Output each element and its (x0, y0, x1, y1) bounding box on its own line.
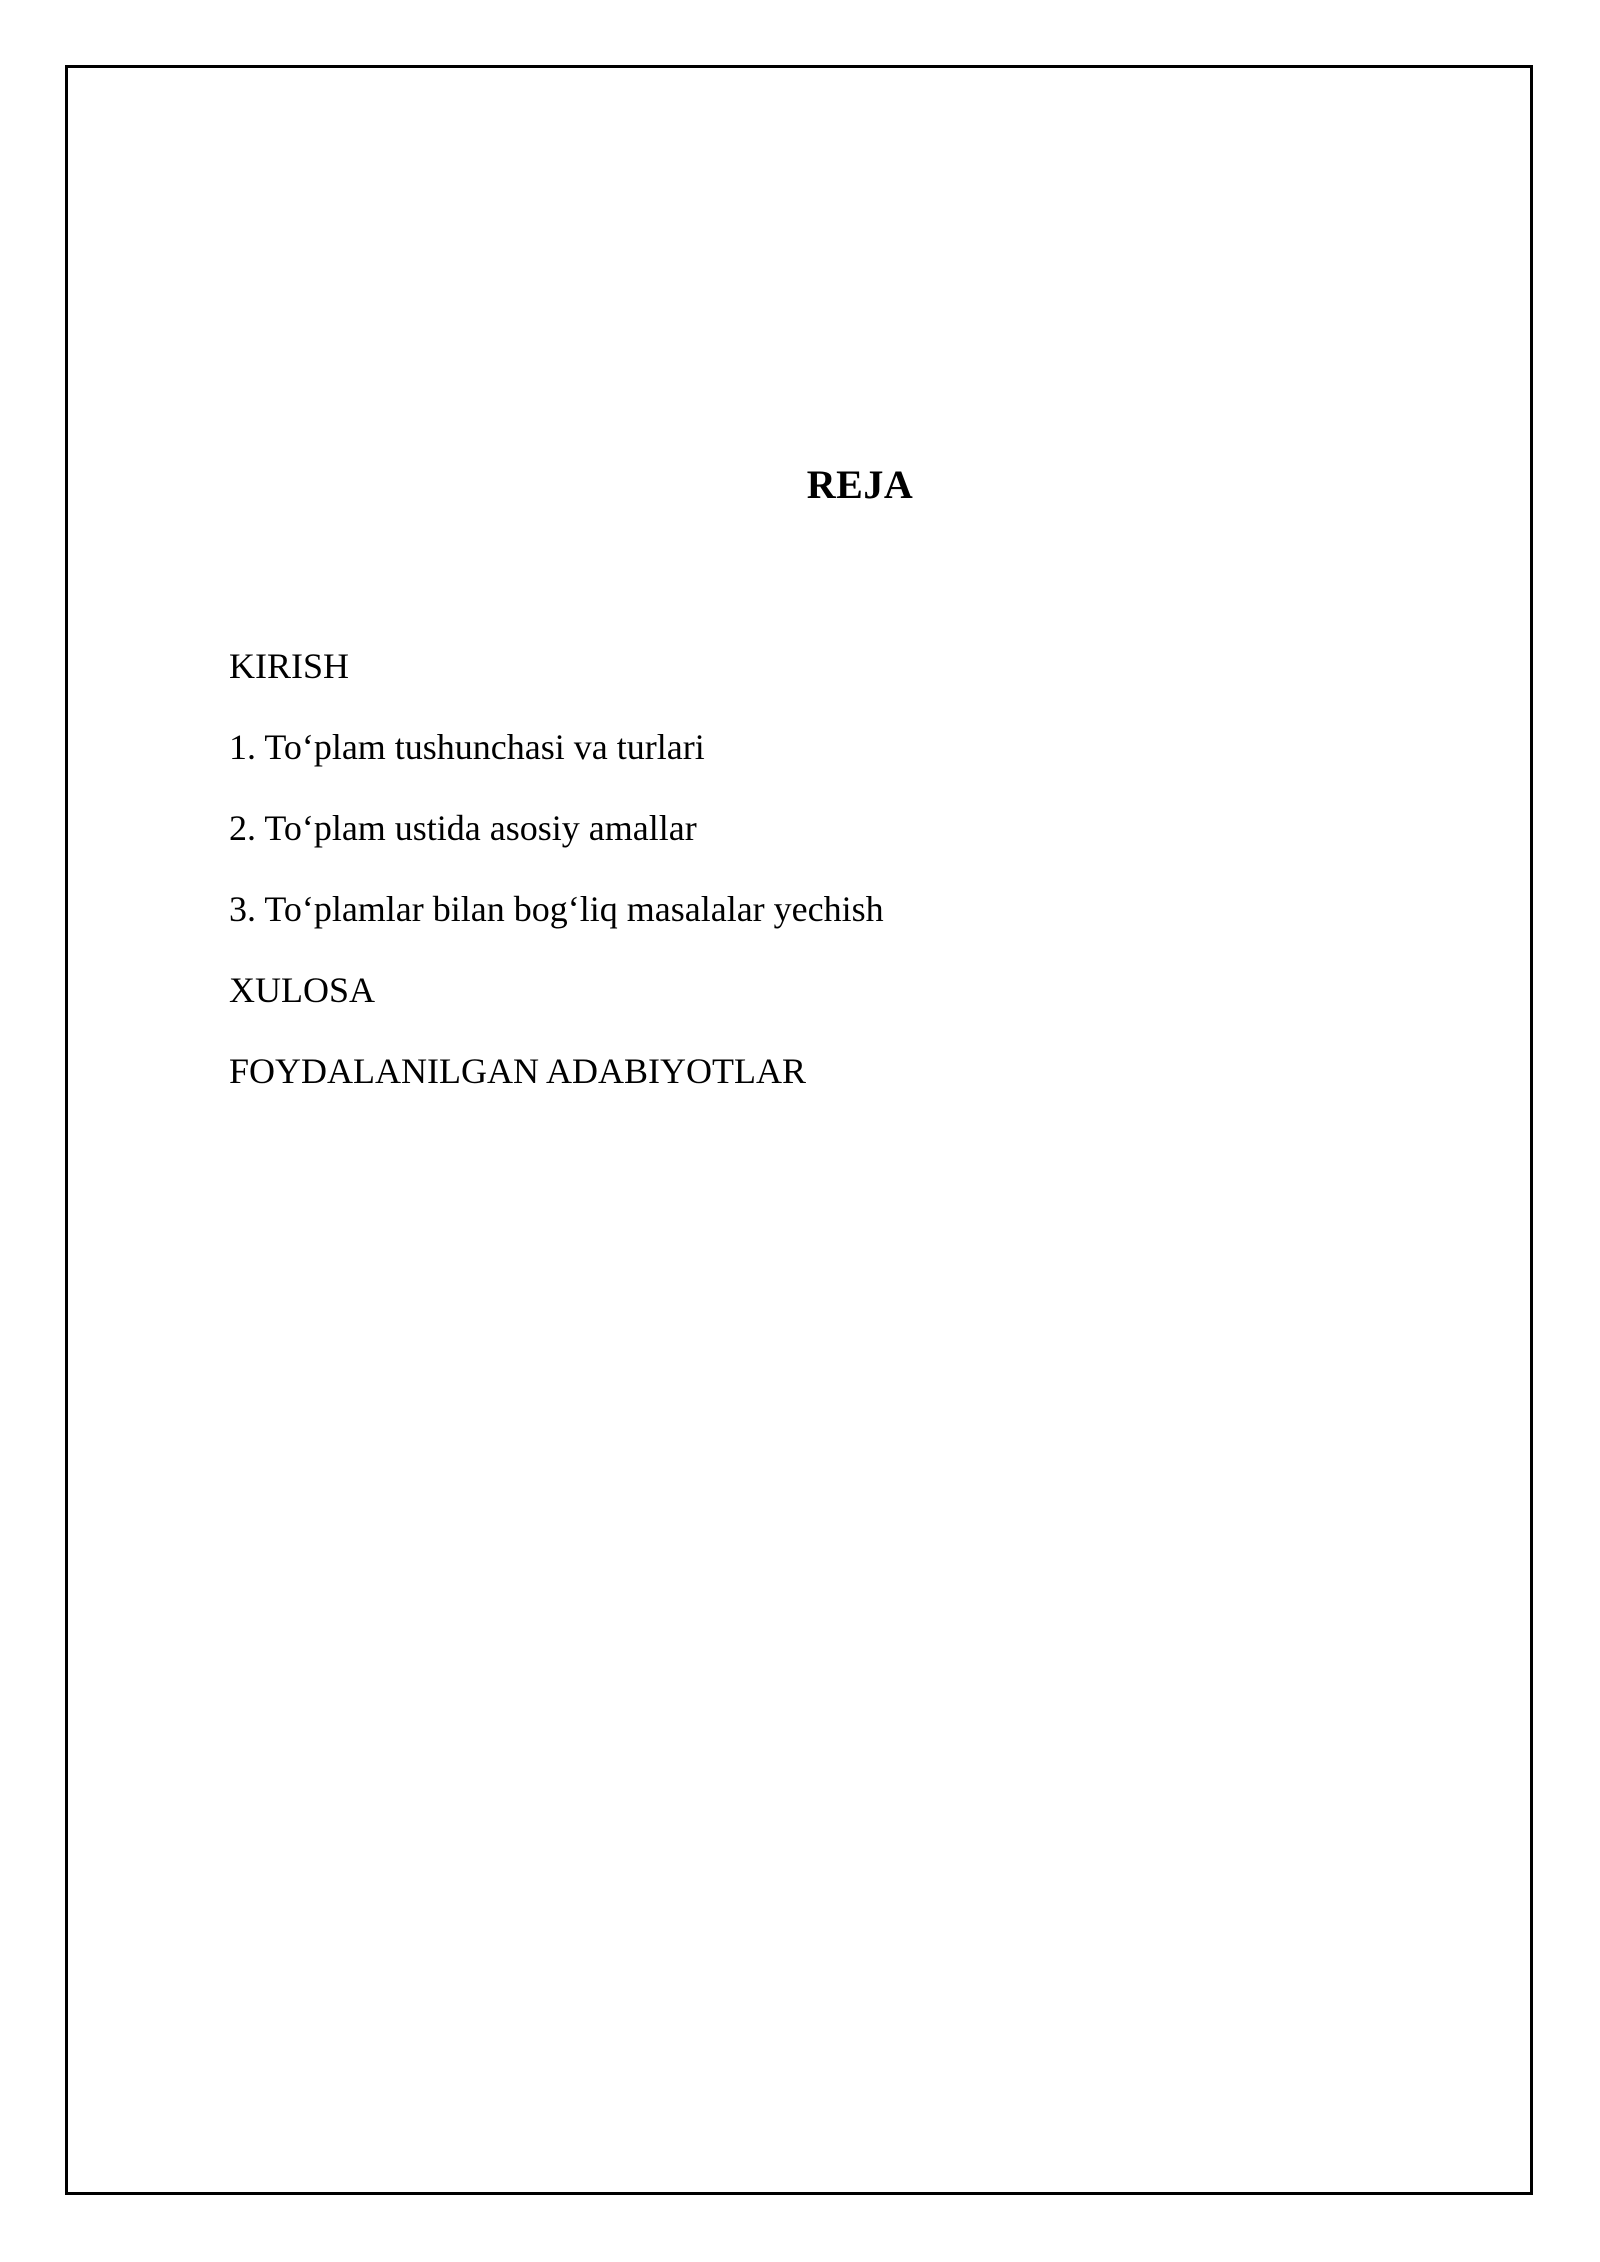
plan-item-conclusion: XULOSA (229, 970, 376, 1010)
plan-item-references: FOYDALANILGAN ADABIYOTLAR (229, 1051, 806, 1091)
plan-item-1: 1. To‘plam tushunchasi va turlari (229, 727, 705, 767)
page-title: REJA (806, 462, 914, 507)
plan-list (229, 644, 884, 1130)
plan-item-introduction: KIRISH (229, 646, 350, 686)
plan-item-2: 2. To‘plam ustida asosiy amallar (229, 808, 697, 848)
page-border (65, 65, 1533, 2195)
plan-item-3: 3. To‘plamlar bilan bog‘liq masalalar yechish (229, 889, 884, 929)
